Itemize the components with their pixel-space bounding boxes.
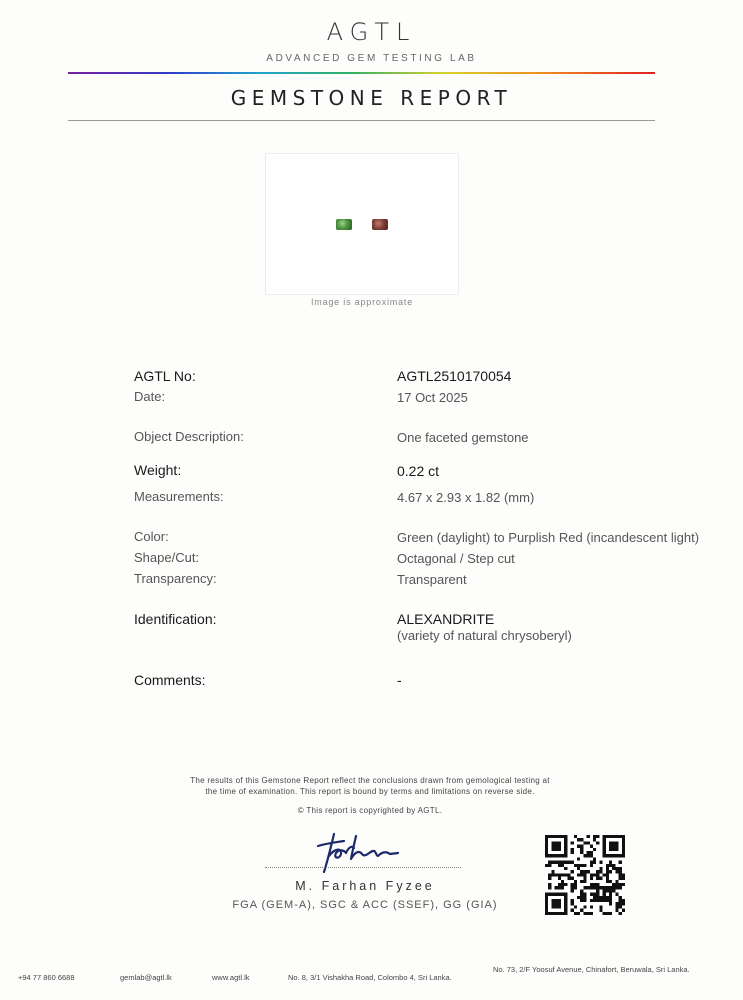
- object-description-label: Object Description:: [134, 429, 244, 444]
- disclaimer-line-1: The results of this Gemstone Report reflect the conclusions drawn from gemological testing at: [190, 776, 550, 785]
- gem-incandescent-image: [372, 219, 388, 230]
- agtl-no-label: AGTL No:: [134, 368, 196, 384]
- identification-label: Identification:: [134, 611, 217, 627]
- brand-full-name: ADVANCED GEM TESTING LAB: [266, 53, 477, 64]
- disclaimer-text: [120, 775, 620, 797]
- date-value: 17 Oct 2025: [397, 390, 468, 405]
- transparency-label: Transparency:: [134, 571, 217, 586]
- photo-caption: Image is approximate: [310, 297, 414, 307]
- brand-logo-text: AGTL: [326, 18, 417, 46]
- signer-name: M. Farhan Fyzee: [295, 879, 435, 893]
- comments-value: -: [397, 672, 402, 688]
- identification-note: (variety of natural chrysoberyl): [397, 628, 572, 643]
- measurements-value: 4.67 x 2.93 x 1.82 (mm): [397, 490, 535, 505]
- weight-label: Weight:: [134, 462, 182, 478]
- footer-address-beruwala: No. 73, 2/F Yoosuf Avenue, Chinafort, Beruwala, Sri Lanka.: [493, 965, 690, 974]
- handwritten-signature: [312, 828, 412, 876]
- report-title: GEMSTONE REPORT: [230, 86, 513, 110]
- transparency-value: Transparent: [397, 572, 467, 587]
- rainbow-divider: [68, 72, 655, 74]
- color-label: Color:: [134, 529, 169, 544]
- color-value: Green (daylight) to Purplish Red (incandescent light): [397, 530, 700, 545]
- copyright-notice: © This report is copyrighted by AGTL.: [297, 806, 443, 815]
- footer-address-colombo: No. 8, 3/1 Vishakha Road, Colombo 4, Sri Lanka.: [288, 973, 452, 982]
- gemstone-photo: [265, 153, 459, 295]
- object-description-value: One faceted gemstone: [397, 430, 529, 445]
- date-label: Date:: [134, 389, 166, 404]
- agtl-no-value: AGTL2510170054: [397, 368, 512, 384]
- shape-cut-value: Octagonal / Step cut: [397, 551, 515, 566]
- signature-line: [265, 867, 461, 868]
- measurements-label: Measurements:: [134, 489, 224, 504]
- disclaimer-line-2: the time of examination. This report is bound by terms and limitations on reverse side.: [205, 787, 535, 796]
- signer-credentials: FGA (GEM-A), SGC & ACC (SSEF), GG (GIA): [232, 899, 498, 911]
- footer-website: www.agtl.lk: [212, 973, 250, 982]
- qr-code[interactable]: [545, 835, 625, 915]
- shape-cut-label: Shape/Cut:: [134, 550, 200, 565]
- identification-value: ALEXANDRITE: [397, 611, 495, 627]
- weight-value: 0.22 ct: [397, 463, 440, 479]
- title-divider: [68, 120, 655, 121]
- gem-daylight-image: [336, 219, 352, 230]
- footer-phone: +94 77 860 6688: [18, 973, 75, 982]
- comments-label: Comments:: [134, 672, 206, 688]
- footer-email: gemlab@agtl.lk: [120, 973, 172, 982]
